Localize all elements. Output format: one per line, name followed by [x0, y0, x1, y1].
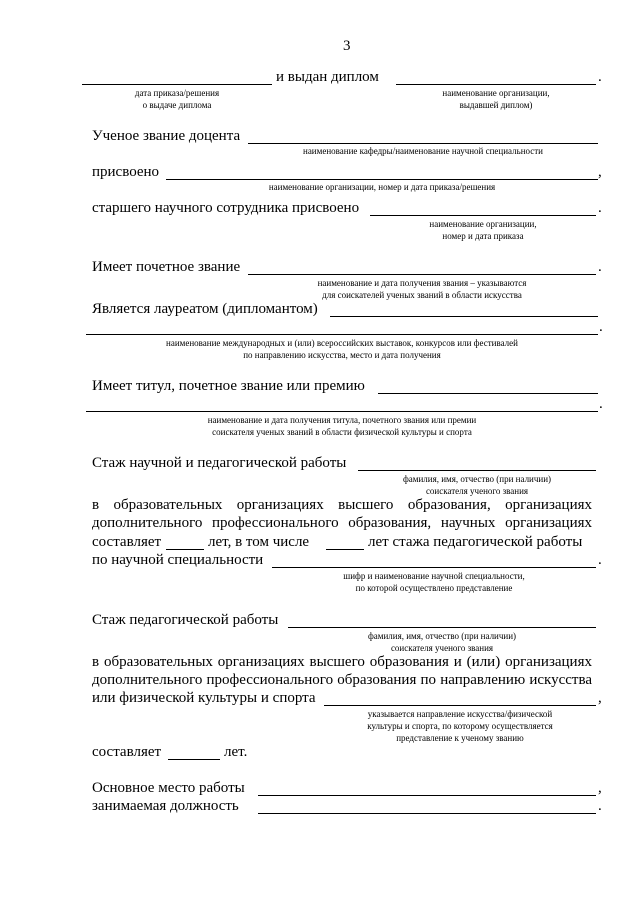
position-label: занимаемая должность [92, 798, 239, 814]
honorary-label: Имеет почетное звание [92, 259, 241, 275]
work-place-field[interactable] [258, 795, 596, 796]
hint-line: наименование международных и (или) всероссийских выставок, конкурсов или фестивалей [166, 338, 518, 348]
ped-exp-text-2: дополнительного профессионального образования по направлению искусства [92, 672, 592, 688]
punct-dot: . [598, 798, 602, 814]
sci-exp-text-2: дополнительного профессионального образования, научных организациях [92, 515, 592, 531]
sci-exp-label: Стаж научной и педагогической работы [92, 455, 347, 471]
senior-field-line[interactable] [370, 215, 596, 216]
ped-years-suffix: лет. [224, 744, 248, 760]
hint-line: по которой осуществлено представление [355, 583, 513, 593]
spec-hint [272, 570, 596, 594]
title-hint [86, 414, 598, 438]
ped-exp-name-hint [288, 630, 596, 654]
assigned-label: присвоено [92, 164, 160, 180]
sci-exp-name-line[interactable] [358, 470, 596, 471]
punct-dot: . [599, 319, 603, 335]
hint-line: выдавшей диплом) [459, 100, 533, 110]
honorary-field-line[interactable] [248, 274, 596, 275]
laureate-label: Является лауреатом (дипломантом) [92, 301, 318, 317]
hint-line: шифр и наименование научной специальности, [343, 571, 525, 581]
spec-field-line[interactable] [272, 567, 596, 568]
diploma-issued-label: и выдан диплом [276, 69, 379, 85]
sci-exp-text-1: в образовательных организациях высшего образования, организациях [92, 497, 592, 513]
diploma-date-line[interactable] [82, 84, 272, 85]
hint-line: наименование и дата получения звания – указываются [317, 278, 527, 288]
work-place-label: Основное место работы [92, 780, 245, 796]
diploma-date-hint [82, 87, 272, 111]
position-field[interactable] [258, 813, 596, 814]
punct-dot: . [598, 259, 602, 275]
hint-line: о выдаче диплома [142, 100, 212, 110]
punct-dot: . [598, 69, 602, 85]
ped-total-years-field[interactable] [168, 759, 220, 760]
laureate-field-line-2[interactable] [86, 334, 598, 335]
honorary-hint [248, 277, 596, 301]
hint-line: соискателя ученого звания [390, 643, 494, 653]
ped-exp-label: Стаж педагогической работы [92, 612, 279, 628]
docent-label: Ученое звание доцента [92, 128, 241, 144]
ped-years-label: лет стажа педагогической работы [368, 534, 583, 550]
title-label: Имеет титул, почетное звание или премию [92, 378, 365, 394]
punct-comma: , [598, 164, 602, 180]
direction-field-line[interactable] [324, 705, 596, 706]
docent-hint: наименование кафедры/наименование научной специальности [303, 146, 543, 156]
punct-dot: . [599, 396, 603, 412]
page-number: 3 [343, 38, 351, 54]
direction-hint [324, 708, 596, 744]
hint-line: указывается направление искусства/физической [367, 709, 553, 719]
hint-line: по направлению искусства, место и дата получения [243, 350, 441, 360]
hint-line: соискателя ученого звания [425, 486, 529, 496]
hint-line: для соискателей ученых званий в области искусства [322, 290, 522, 300]
hint-line: фамилия, имя, отчество (при наличии) [367, 631, 517, 641]
ped-years-field[interactable] [326, 549, 364, 550]
ped-exp-name-line[interactable] [288, 627, 596, 628]
sci-exp-name-hint [358, 473, 596, 497]
hint-line: наименование организации, [429, 219, 537, 229]
laureate-hint [86, 337, 598, 361]
hint-line: культуры и спорта, по которому осуществляется [367, 721, 553, 731]
sci-years-field[interactable] [166, 549, 204, 550]
ped-exp-text-3: или физической культуры и спорта [92, 690, 316, 706]
diploma-org-hint [396, 87, 596, 111]
title-field-line-2[interactable] [86, 411, 598, 412]
title-field-line[interactable] [378, 393, 598, 394]
hint-line: соискателя ученых званий в области физической культуры и спорта [212, 427, 472, 437]
by-spec-label: по научной специальности [92, 552, 264, 568]
hint-line: наименование и дата получения титула, почетного звания или премии [207, 415, 477, 425]
senior-hint [370, 218, 596, 242]
hint-line: номер и дата приказа [442, 231, 524, 241]
assigned-hint: наименование организации, номер и дата приказа/решения [268, 182, 496, 192]
hint-line: наименование организации, [442, 88, 550, 98]
senior-label: старшего научного сотрудника присвоено [92, 200, 360, 216]
punct-comma: , [598, 780, 602, 796]
hint-line: представление к ученому званию [396, 733, 524, 743]
assigned-field-line[interactable] [166, 179, 598, 180]
punct-dot: . [598, 552, 602, 568]
hint-line: фамилия, имя, отчество (при наличии) [402, 474, 552, 484]
docent-field-line[interactable] [248, 143, 598, 144]
ped-exp-text-1: в образовательных организациях высшего образования и (или) организациях [92, 654, 592, 670]
sci-exp-total-label: составляет [92, 534, 162, 550]
laureate-field-line[interactable] [330, 316, 598, 317]
punct-comma: , [598, 690, 602, 706]
ped-total-label: составляет [92, 744, 162, 760]
sci-years-incl-label: лет, в том числе [208, 534, 310, 550]
punct-dot: . [598, 200, 602, 216]
diploma-org-line[interactable] [396, 84, 596, 85]
hint-line: дата приказа/решения [134, 88, 220, 98]
